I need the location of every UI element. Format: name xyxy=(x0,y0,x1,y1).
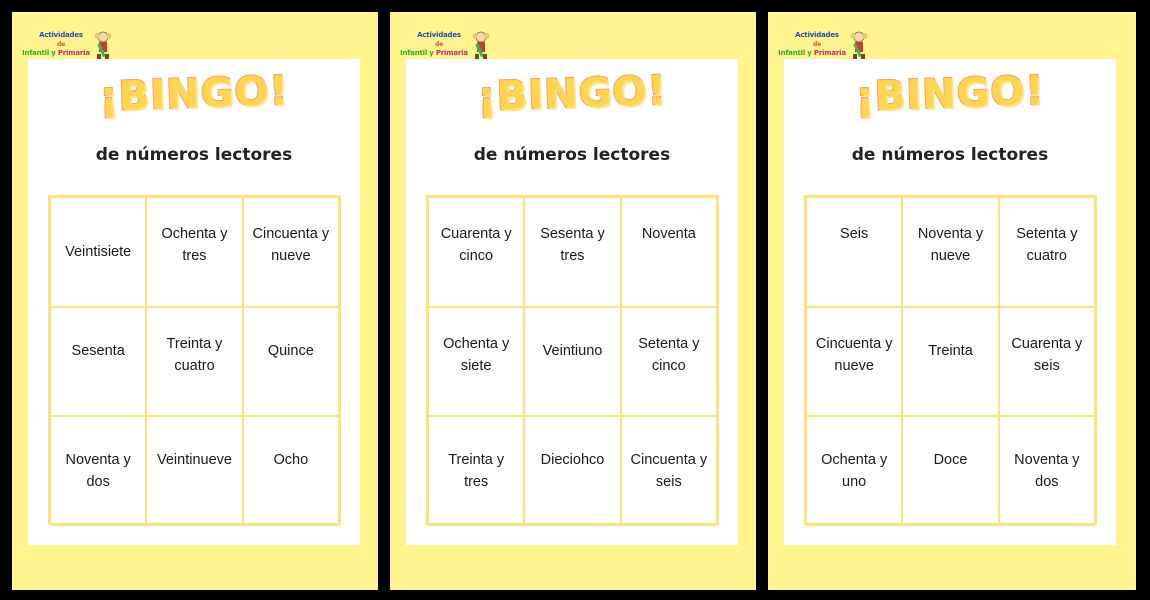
card-sheet xyxy=(406,59,738,545)
grid-cell xyxy=(524,416,620,526)
grid-cell xyxy=(999,197,1095,307)
bingo-title: ¡BINGO! xyxy=(98,67,290,121)
grid-cell xyxy=(428,197,524,307)
logo-line-1: Actividades xyxy=(795,31,839,39)
grid-cell xyxy=(806,197,902,307)
cell-text: Noventa y nueve xyxy=(917,226,984,264)
cell-text: Cuarenta y seis xyxy=(1011,335,1083,374)
bingo-title: ¡BINGO! xyxy=(854,67,1046,121)
cell-text: Noventa y dos xyxy=(1014,452,1080,490)
cell-text: Sesenta xyxy=(71,342,125,359)
logo-line-3b: Primaria xyxy=(813,49,846,57)
grid-cell xyxy=(428,307,524,416)
logo-line-3 xyxy=(16,49,96,58)
logo-line-2: de xyxy=(57,41,65,48)
bingo-grid xyxy=(48,195,341,525)
grid-cell xyxy=(428,416,524,526)
grid-cell xyxy=(806,307,902,416)
grid-cell xyxy=(806,416,902,526)
card-sheet xyxy=(784,59,1116,545)
grid-cell xyxy=(902,197,998,307)
cell-text: Quince xyxy=(267,342,314,359)
bingo-card-2 xyxy=(390,12,756,590)
cell-text: Cincuenta y nueve xyxy=(815,335,893,374)
grid-cell xyxy=(146,307,242,416)
child-mascot-icon xyxy=(848,30,870,62)
card-subtitle: de números lectores xyxy=(473,145,671,165)
bingo-card-1 xyxy=(12,12,378,590)
grid-cell xyxy=(243,307,339,416)
grid-cell xyxy=(621,307,717,416)
grid-cell xyxy=(999,416,1095,526)
grid-cell xyxy=(999,307,1095,416)
card-subtitle: de números lectores xyxy=(95,145,293,165)
cell-text: Veintiuno xyxy=(542,342,603,359)
cell-text: Doce xyxy=(933,452,968,468)
cell-text: Sesenta y tres xyxy=(540,226,605,264)
cell-text: Dieciohco xyxy=(540,452,605,468)
logo-line-3a: Infantil y xyxy=(778,49,814,57)
cell-text: Cuarenta y cinco xyxy=(440,226,512,264)
logo-line-3a: Infantil y xyxy=(22,49,58,57)
cell-text: Treinta y tres xyxy=(448,452,505,490)
bingo-grid xyxy=(804,195,1097,525)
grid-cell xyxy=(50,197,146,307)
grid-cell xyxy=(243,197,339,307)
child-mascot-icon xyxy=(470,30,492,62)
grid-cell xyxy=(524,307,620,416)
logo-line-3b: Primaria xyxy=(435,49,468,57)
cell-text: Cincuenta y nueve xyxy=(252,226,330,264)
grid-cell xyxy=(524,197,620,307)
bingo-card-3 xyxy=(768,12,1136,590)
grid-cell xyxy=(243,416,339,526)
cell-text: Cincuenta y seis xyxy=(630,452,708,490)
logo-line-3 xyxy=(394,49,474,58)
cell-text: Ochenta y uno xyxy=(821,452,888,490)
grid-cell xyxy=(50,416,146,526)
logo-line-2: de xyxy=(813,41,821,48)
logo-line-1: Actividades xyxy=(417,31,461,39)
bingo-title: ¡BINGO! xyxy=(476,67,668,121)
cell-text: Setenta y cinco xyxy=(638,335,700,374)
cell-text: Ocho xyxy=(273,452,309,468)
cell-text: Ochenta y siete xyxy=(443,335,510,374)
logo-line-2: de xyxy=(435,41,443,48)
grid-cell xyxy=(902,416,998,526)
grid-cell xyxy=(621,197,717,307)
grid-cell xyxy=(621,416,717,526)
grid-cell xyxy=(50,307,146,416)
cell-text: Noventa xyxy=(641,226,696,242)
cell-text: Ochenta y tres xyxy=(161,226,228,264)
logo-line-3 xyxy=(772,49,852,58)
logo-line-3b: Primaria xyxy=(57,49,90,57)
grid-cell xyxy=(902,307,998,416)
cell-text: Noventa y dos xyxy=(65,452,131,490)
cell-text: Setenta y cuatro xyxy=(1016,226,1078,264)
cell-text: Treinta y cuatro xyxy=(166,335,223,374)
cell-text: Treinta xyxy=(928,342,973,359)
logo-line-1: Actividades xyxy=(39,31,83,39)
grid-cell xyxy=(146,416,242,526)
card-sheet xyxy=(28,59,360,545)
bingo-grid xyxy=(426,195,719,525)
child-mascot-icon xyxy=(92,30,114,62)
grid-cell xyxy=(146,197,242,307)
logo-line-3a: Infantil y xyxy=(400,49,436,57)
cell-text: Seis xyxy=(840,226,869,242)
cell-text: Veintisiete xyxy=(65,244,132,260)
cell-text: Veintinueve xyxy=(157,452,232,468)
card-subtitle: de números lectores xyxy=(851,145,1049,165)
